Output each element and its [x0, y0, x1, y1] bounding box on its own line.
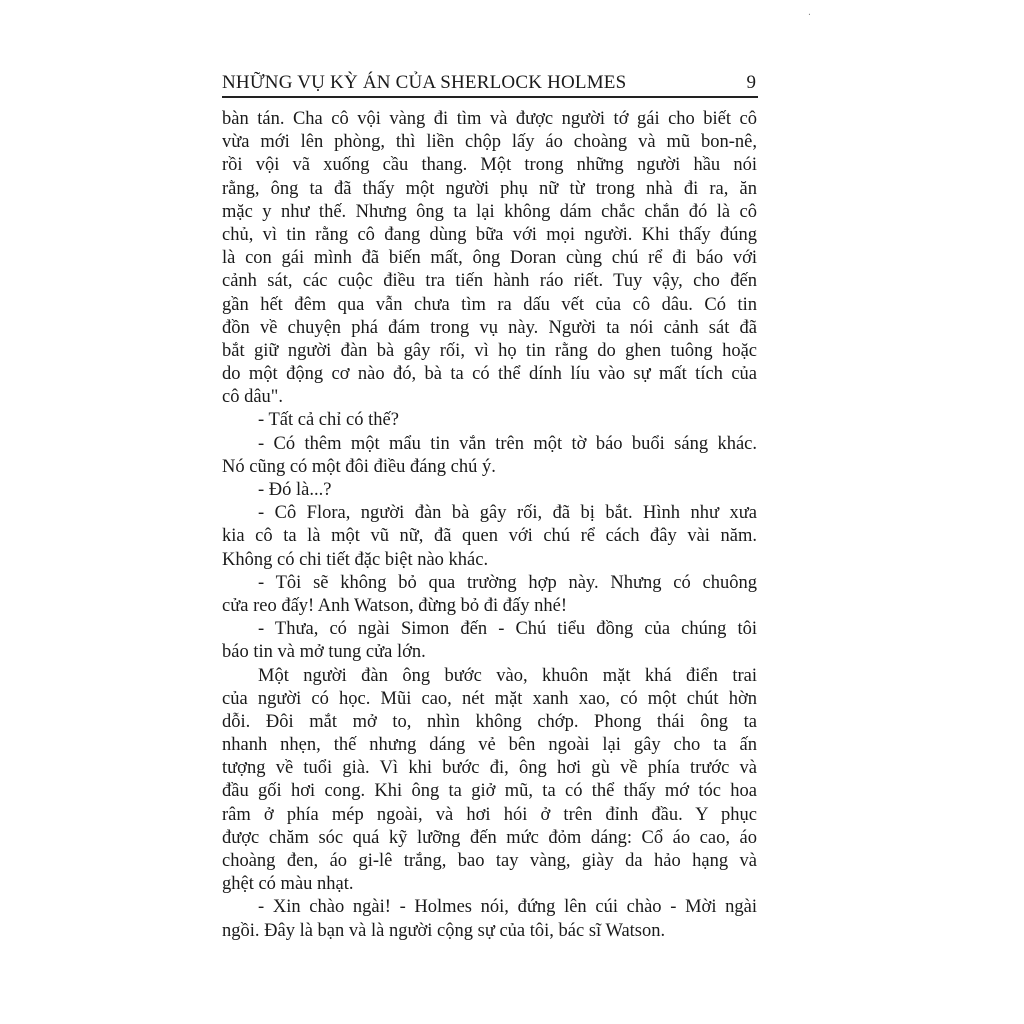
- text-line: gần hết đêm qua vẫn chưa tìm ra dấu vết của cô dâu. Có tin: [222, 294, 757, 315]
- corner-mark: ·: [807, 10, 811, 21]
- text-line: đầu gối hơi cong. Khi ông ta giở mũ, ta có thể thấy mớ tóc hoa: [222, 781, 757, 802]
- running-header: [222, 72, 758, 98]
- dialogue-line: - Đó là...?: [258, 480, 332, 500]
- text-line: mặc y như thế. Nhưng ông ta lại không dám chắc chắn đó là cô: [222, 201, 757, 222]
- text-line: do một động cơ nào đó, bà ta có thể dính líu vào sự mất tích của: [222, 364, 757, 385]
- text-line: râm ở phía mép ngoài, và hơi hói ở trên đỉnh đầu. Y phục: [222, 804, 757, 825]
- text-line: tượng về tuổi già. Vì khi bước đi, ông hơi gù về phía trước và: [222, 758, 757, 779]
- text-line: rằng, ông ta đã thấy một người phụ nữ từ trong nhà đi ra, ăn: [222, 178, 757, 199]
- dialogue-line: - Xin chào ngài! - Holmes nói, đứng lên cúi chào - Mời ngài: [258, 897, 757, 918]
- text-line: vừa mới lên phòng, thì liền chộp lấy áo choàng và mũ bon-nê,: [222, 132, 757, 153]
- text-line: rồi vội vã xuống cầu thang. Một trong những người hầu nói: [222, 155, 757, 176]
- text-line: ghệt có màu nhạt.: [222, 874, 354, 895]
- dialogue-line: - Thưa, có ngài Simon đến - Chú tiểu đồng của chúng tôi: [258, 619, 757, 640]
- dialogue-line: - Cô Flora, người đàn bà gây rối, đã bị bắt. Hình như xưa: [258, 503, 757, 524]
- text-line: cửa reo đấy! Anh Watson, đừng bỏ đi đấy nhé!: [222, 595, 567, 616]
- text-line: đồn về chuyện phá đám trong vụ này. Người ta nói cảnh sát đã: [222, 317, 757, 338]
- dialogue-line: - Tôi sẽ không bỏ qua trường hợp này. Nhưng có chuông: [258, 572, 757, 593]
- text-line: bàn tán. Cha cô vội vàng đi tìm và được người tớ gái cho biết cô: [222, 109, 757, 129]
- text-line: được chăm sóc quá kỹ lưỡng đến mức đỏm dáng: Cổ áo cao, áo: [222, 827, 757, 848]
- paragraph-start: Một người đàn ông bước vào, khuôn mặt khá điển trai: [258, 665, 757, 686]
- book-title: NHỮNG VỤ KỲ ÁN CỦA SHERLOCK HOLMES: [222, 72, 627, 93]
- text-line: Không có chi tiết đặc biệt nào khác.: [222, 549, 489, 570]
- text-line: báo tin và mở tung cửa lớn.: [222, 642, 426, 663]
- text-line: chủ, vì tin rằng cô đang dùng bữa với mọi người. Khi thấy đúng: [222, 224, 757, 245]
- text-line: kia cô ta là một vũ nữ, đã quen với chú rể cách đây vài năm.: [222, 526, 757, 547]
- text-line: choàng đen, áo gi-lê trắng, bao tay vàng, giày da hảo hạng và: [222, 851, 757, 871]
- text-line: ngồi. Đây là bạn và là người cộng sự của tôi, bác sĩ Watson.: [222, 920, 666, 941]
- body-text: [222, 108, 757, 943]
- dialogue-line: - Có thêm một mẩu tin vắn trên một tờ báo buổi sáng khác.: [258, 433, 757, 454]
- text-line: là con gái mình đã biến mất, ông Doran cùng chú rể đi báo với: [222, 248, 757, 269]
- dialogue-line: - Tất cả chỉ có thế?: [258, 410, 399, 431]
- text-line: cảnh sát, các cuộc điều tra tiến hành ráo riết. Tuy vậy, cho đến: [222, 271, 757, 292]
- text-line: Nó cũng có một đôi điều đáng chú ý.: [222, 456, 496, 477]
- page-number: 9: [746, 72, 756, 93]
- text-line: cô dâu".: [222, 387, 283, 408]
- text-line: dỗi. Đôi mắt mở to, nhìn không chớp. Phong thái ông ta: [222, 711, 757, 732]
- text-line: nhanh nhẹn, thế nhưng dáng vẻ bên ngoài lại gây cho ta ấn: [222, 735, 757, 756]
- text-line: bắt giữ người đàn bà gây rối, vì họ tin rằng do ghen tuông hoặc: [222, 340, 757, 361]
- text-line: của người có học. Mũi cao, nét mặt xanh xao, có một chút hờn: [222, 688, 757, 709]
